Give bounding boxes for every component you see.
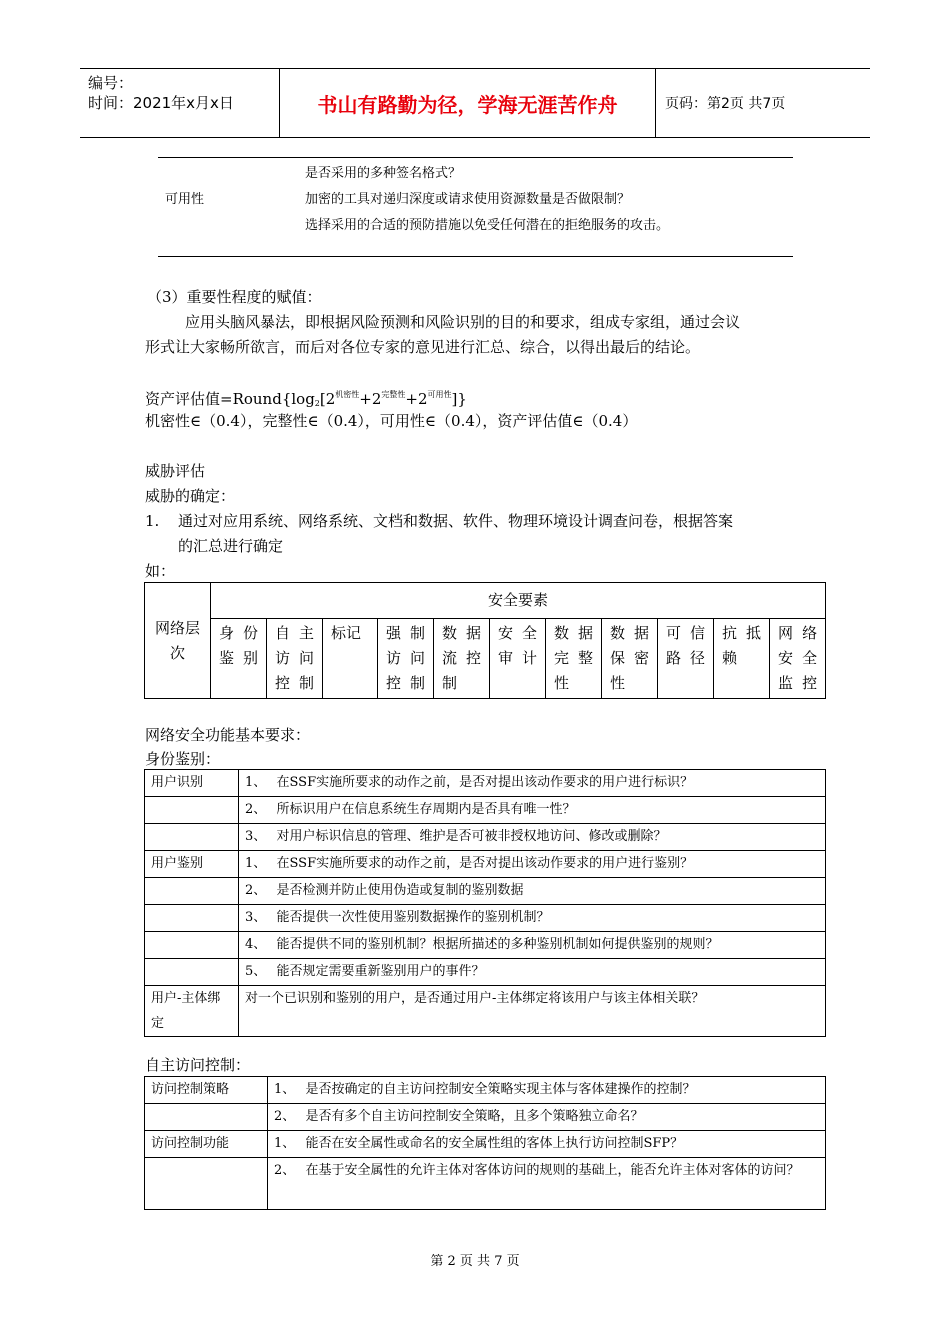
row-number: 2、 — [239, 878, 275, 905]
formula-b: [2 — [319, 390, 336, 408]
threat-example: 如： — [145, 562, 176, 580]
threat-subtitle: 威胁的确定： — [145, 487, 236, 505]
formula-c: +2 — [359, 390, 382, 408]
row-category — [145, 1158, 268, 1210]
row-question: 是否有多个自主访问控制安全策略，且多个策略独立命名？ — [304, 1104, 826, 1131]
table-row — [145, 878, 826, 905]
availability-line: 加密的工具对递归深度或请求使用资源数量是否做限制？ — [305, 192, 631, 207]
table-row — [145, 1077, 826, 1104]
row-number: 3、 — [239, 824, 275, 851]
row-question: 对一个已识别和鉴别的用户，是否通过用户-主体绑定将该用户与该主体相关联？ — [239, 986, 826, 1037]
security-table — [144, 582, 826, 699]
security-col: 可信路径 — [658, 619, 714, 699]
table-row — [145, 905, 826, 932]
row-question: 在SSF实施所要求的动作之前，是否对提出该动作要求的用户进行鉴别？ — [275, 851, 826, 878]
table-row — [145, 959, 826, 986]
row-category — [145, 932, 239, 959]
identity-table — [144, 769, 826, 1037]
availability-lines — [305, 161, 669, 239]
row-question: 是否检测并防止使用伪造或复制的鉴别数据 — [275, 878, 826, 905]
security-col: 标记 — [323, 619, 378, 699]
table-row — [145, 986, 826, 1037]
dac-title: 自主访问控制： — [145, 1056, 251, 1074]
formula-sup2: 完整性 — [381, 390, 406, 399]
row-number: 1、 — [268, 1077, 304, 1104]
row-category: 访问控制功能 — [145, 1131, 268, 1158]
security-col: 安全审计 — [490, 619, 546, 699]
row-category — [145, 878, 239, 905]
formula-a: 资产评估值=Round{log — [145, 390, 315, 408]
row-category — [145, 797, 239, 824]
table-row — [145, 1158, 826, 1210]
row-question: 在SSF实施所要求的动作之前，是否对提出该动作要求的用户进行标识？ — [275, 770, 826, 797]
row-question: 对用户标识信息的管理、维护是否可被非授权地访问、修改或删除？ — [275, 824, 826, 851]
row-category: 访问控制策略 — [145, 1077, 268, 1104]
row-category — [145, 1104, 268, 1131]
header-page: 页码：第2页 共7页 — [665, 96, 786, 112]
formula-sub: 2 — [314, 399, 320, 408]
table-row — [145, 797, 826, 824]
row-number: 2、 — [268, 1158, 304, 1210]
row-question: 在基于安全属性的允许主体对客体访问的规则的基础上，能否允许主体对客体的访问？ — [304, 1158, 826, 1210]
importance-heading: （3）重要性程度的赋值： — [147, 288, 322, 306]
group-header: 安全要素 — [211, 583, 826, 619]
identity-title: 身份鉴别： — [145, 750, 221, 768]
table-row — [145, 1104, 826, 1131]
threat-item-num: 1. — [145, 512, 160, 530]
formula-d: +2 — [405, 390, 428, 408]
formula-sup1: 机密性 — [335, 390, 360, 399]
row-category: 用户识别 — [145, 770, 239, 797]
threat-item-line1: 通过对应用系统、网络系统、文档和数据、软件、物理环境设计调查问卷，根据答案 — [178, 512, 734, 530]
row-number: 1、 — [239, 851, 275, 878]
row-category — [145, 959, 239, 986]
formula-sup3: 可用性 — [427, 390, 452, 399]
row-question: 能否规定需要重新鉴别用户的事件？ — [275, 959, 826, 986]
row-number: 5、 — [239, 959, 275, 986]
security-col: 身份鉴别 — [211, 619, 267, 699]
row-question: 是否按确定的自主访问控制安全策略实现主体与客体建操作的控制？ — [304, 1077, 826, 1104]
ranges: 机密性∈（0.4），完整性∈（0.4），可用性∈（0.4），资产评估值∈（0.4） — [145, 412, 638, 430]
row-number: 1、 — [239, 770, 275, 797]
net-req-title: 网络安全功能基本要求： — [145, 726, 311, 744]
security-col: 抗抵赖 — [714, 619, 770, 699]
security-col: 数据流控制 — [434, 619, 490, 699]
row-question: 能否提供不同的鉴别机制？根据所描述的多种鉴别机制如何提供鉴别的规则？ — [275, 932, 826, 959]
header-motto: 书山有路勤为径，学海无涯苦作舟 — [280, 69, 656, 137]
row-category: 用户鉴别 — [145, 851, 239, 878]
row-question: 所标识用户在信息系统生存周期内是否具有唯一性？ — [275, 797, 826, 824]
threat-title: 威胁评估 — [145, 462, 206, 480]
page-header — [80, 68, 870, 138]
threat-item-line2: 的汇总进行确定 — [178, 537, 284, 555]
row-number: 2、 — [268, 1104, 304, 1131]
security-col: 数据保密性 — [602, 619, 658, 699]
security-col: 网络安全监控 — [770, 619, 826, 699]
row-category — [145, 824, 239, 851]
code-label: 编号： — [88, 74, 134, 92]
row-number: 1、 — [268, 1131, 304, 1158]
time-label: 时间：2021年x月x日 — [88, 94, 234, 112]
row-number: 2、 — [239, 797, 275, 824]
security-col: 数据完整性 — [546, 619, 602, 699]
table-row — [145, 932, 826, 959]
row-category: 用户-主体绑定 — [145, 986, 239, 1037]
table-row — [145, 824, 826, 851]
rule-top — [158, 157, 793, 158]
row-category — [145, 905, 239, 932]
row-question: 能否在安全属性或命名的安全属性组的客体上执行访问控制SFP？ — [304, 1131, 826, 1158]
row-question: 能否提供一次性使用鉴别数据操作的鉴别机制？ — [275, 905, 826, 932]
formula-e: ]} — [451, 390, 467, 408]
row-header: 网络层次 — [145, 583, 211, 699]
page-footer: 第 2 页 共 7 页 — [430, 1254, 520, 1269]
security-col: 自主访问控制 — [267, 619, 323, 699]
table-row — [145, 1131, 826, 1158]
rule-bottom — [158, 256, 793, 257]
availability-line: 选择采用的合适的预防措施以免受任何潜在的拒绝服务的攻击。 — [305, 218, 670, 233]
table-row — [145, 770, 826, 797]
table-row — [145, 851, 826, 878]
importance-para2: 形式让大家畅所欲言，而后对各位专家的意见进行汇总、综合，以得出最后的结论。 — [145, 338, 701, 356]
row-number: 3、 — [239, 905, 275, 932]
availability-label: 可用性 — [165, 192, 205, 207]
header-meta — [80, 69, 280, 137]
row-number: 4、 — [239, 932, 275, 959]
dac-table — [144, 1076, 826, 1210]
importance-para1: 应用头脑风暴法，即根据风险预测和风险识别的目的和要求，组成专家组，通过会议 — [185, 313, 741, 331]
availability-line: 是否采用的多种签名格式？ — [305, 166, 462, 181]
security-col: 强制访问控制 — [378, 619, 434, 699]
